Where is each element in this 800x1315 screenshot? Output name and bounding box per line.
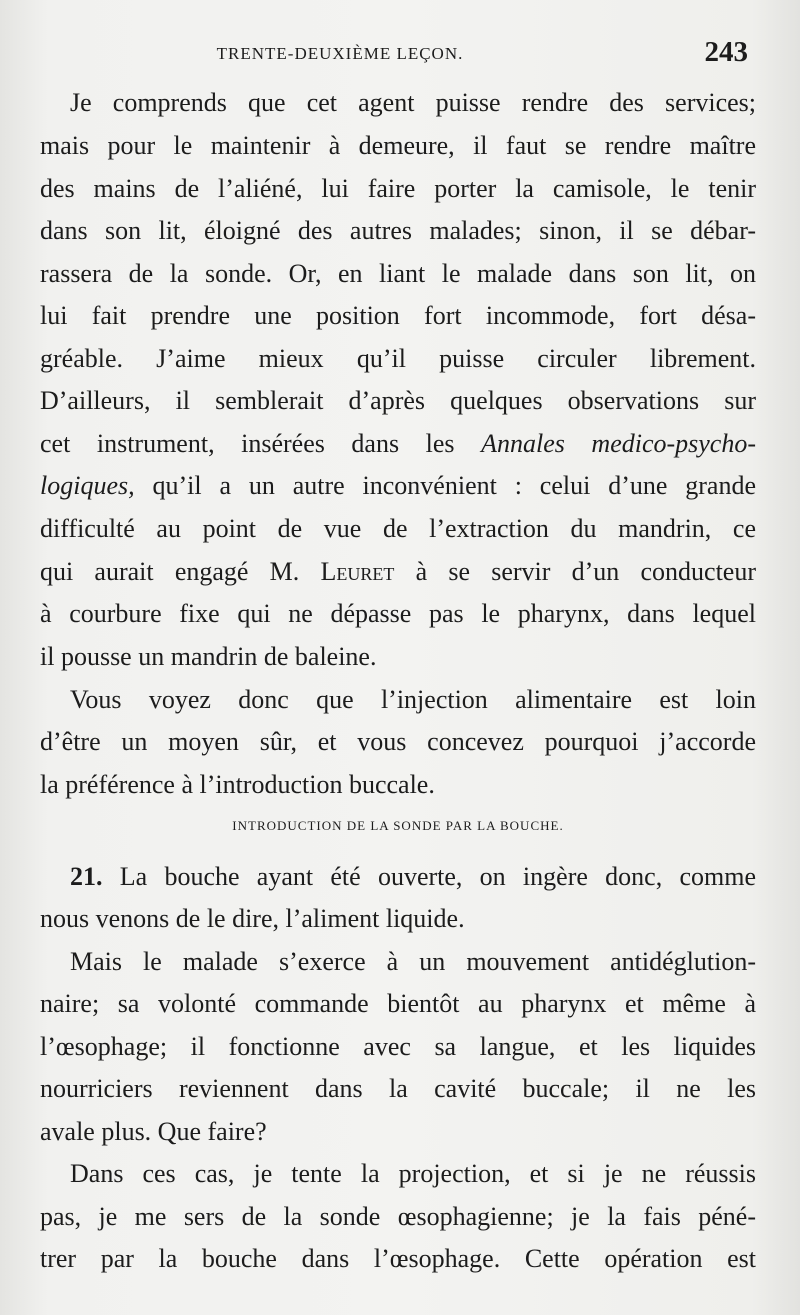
text-line: trer par la bouche dans l’œsophage. Cette opération est [40,1244,756,1273]
text-line: difficulté au point de vue de l’extraction du mandrin, ce [40,514,756,543]
author-name: Leuret [320,557,395,586]
running-title: TRENTE-DEUXIÈME LEÇON. [216,44,464,63]
text-segment: à se servir d’un conducteur [394,557,756,586]
text-line: nourriciers reviennent dans la cavité buccale; il ne les [40,1074,756,1103]
text-line: Vous voyez donc que l’injection alimentaire est loin [70,685,756,714]
text-line: Dans ces cas, je tente la projection, et si je ne réussis [70,1159,756,1188]
text-line [40,862,756,892]
text-line: l’œsophage; il fonctionne avec sa langue, et les liquides [40,1032,756,1061]
text-line [40,471,756,501]
text-line [40,557,756,587]
text-line: Mais le malade s’exerce à un mouvement antidéglution- [70,947,756,976]
text-line: dans son lit, éloigné des autres malades; sinon, il se débar- [40,216,756,245]
section-heading: INTRODUCTION DE LA SONDE PAR LA BOUCHE. [232,818,564,833]
text-segment: cet instrument, insérées dans les [40,429,482,458]
page-number: 243 [704,36,748,68]
text-line: Je comprends que cet agent puisse rendre des services; [70,88,756,117]
text-line: rassera de la sonde. Or, en liant le malade dans son lit, on [40,259,756,288]
text-line: naire; sa volonté commande bientôt au pharynx et même à [40,989,756,1018]
text-segment: La bouche ayant été ouverte, on ingère donc, comme [102,862,756,891]
section-number: 21. [70,862,103,891]
text-line: avale plus. Que faire? [40,1117,267,1146]
running-head [40,36,752,76]
text-segment: qu’il a un autre inconvénient : celui d’une grande [134,471,756,500]
text-line: lui fait prendre une position fort incommode, fort désa- [40,301,756,330]
text-line: à courbure fixe qui ne dépasse pas le pharynx, dans lequel [40,599,756,628]
text-line: mais pour le maintenir à demeure, il faut se rendre maître [40,131,756,160]
text-line: pas, je me sers de la sonde œsophagienne; je la fais péné- [40,1202,756,1231]
text-line: gréable. J’aime mieux qu’il puisse circuler librement. [40,344,756,373]
text-line [40,429,756,459]
text-line: D’ailleurs, il semblerait d’après quelques observations sur [40,386,756,415]
text-line: d’être un moyen sûr, et vous concevez pourquoi j’accorde [40,727,756,756]
journal-title: Annales medico-psycho- [481,429,757,458]
text-line: nous venons de le dire, l’aliment liquide. [40,904,465,933]
text-segment: qui aurait engagé M. [40,557,321,586]
text-line: la préférence à l’introduction buccale. [40,770,435,799]
text-line: des mains de l’aliéné, lui faire porter la camisole, le tenir [40,174,756,203]
text-line: il pousse un mandrin de baleine. [40,642,377,671]
journal-title-continued: logiques, [40,471,135,500]
